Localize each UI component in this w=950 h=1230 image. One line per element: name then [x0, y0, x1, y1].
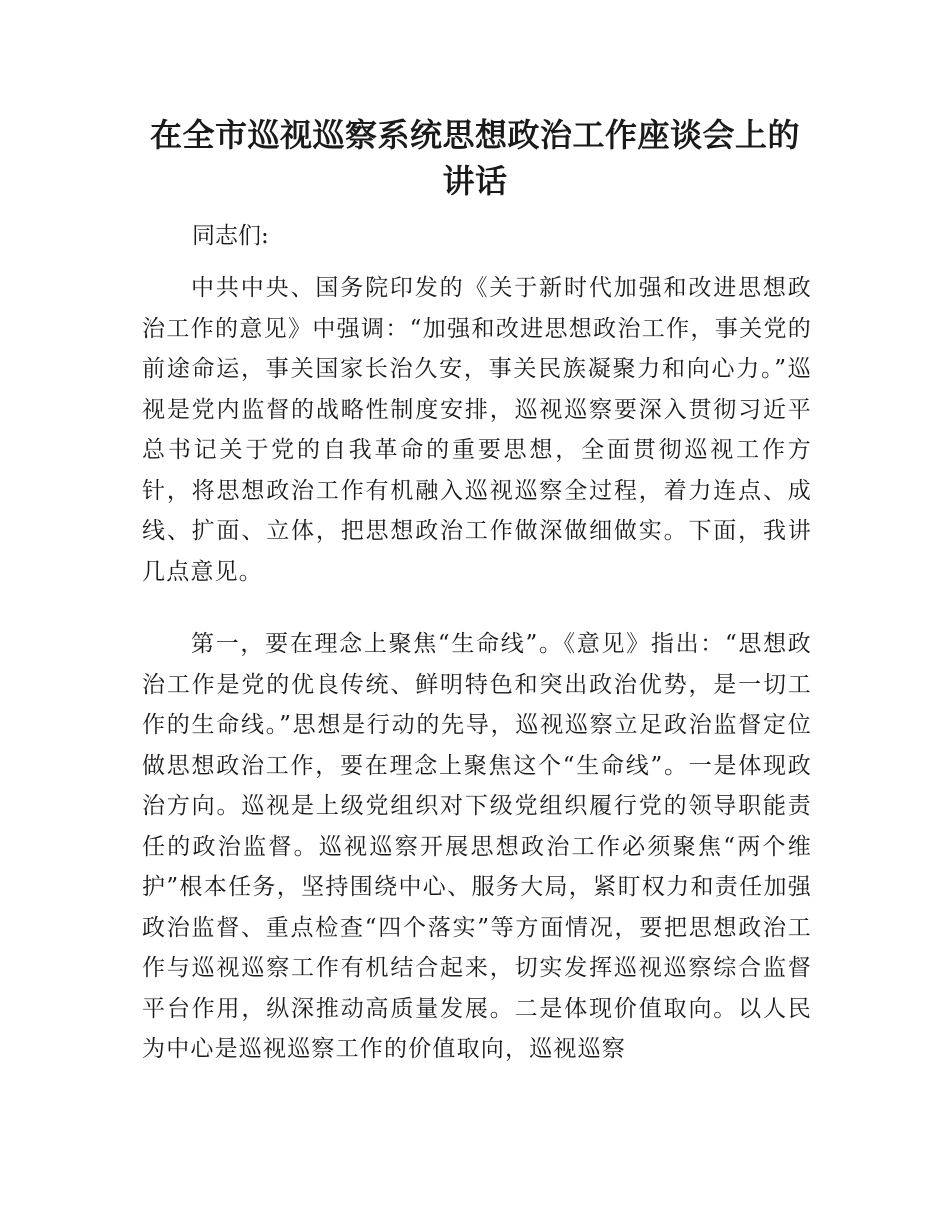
title-line-1: 在全市巡视巡察系统思想政治工作座谈会上的 [149, 116, 800, 154]
title-line-2: 讲话 [442, 162, 508, 200]
body-paragraph-2: 第一，要在理念上聚焦“生命线”。《意见》指出：“思想政治工作是党的优良传统、鲜明特色和突出政治优势，是一切工作的生命线。”思想是行动的先导，巡视巡察立足政治监督定位做思想政治工作，要在理念上聚焦这个“生命线”。一是体现政治方向。巡视是上级党组织对下级党组织履行党的领导职能责任的政治监督。巡视巡察开展思想政治工作必须聚焦“两个维护”根本任务，坚持围绕中心、服务大局，紧盯权力和责任加强政治监督、重点检查“四个落实”等方面情况，要把思想政治工作与巡视巡察工作有机结合起来，切实发挥巡视巡察综合监督平台作用，纵深推动高质量发展。二是体现价值取向。以人民为中心是巡视巡察工作的价值取向，巡视巡察 [142, 631, 812, 1062]
salutation: 同志们: [192, 223, 269, 249]
body-paragraph-1: 中共中央、国务院印发的《关于新时代加强和改进思想政治工作的意见》中强调：“加强和改进思想政治工作，事关党的前途命运，事关国家长治久安，事关民族凝聚力和向心力。”巡视是党内监督的战略性制度安排，巡视巡察要深入贯彻习近平总书记关于党的自我革命的重要思想，全面贯彻巡视工作方针，将思想政治工作有机融入巡视巡察全过程，着力连点、成线、扩面、立体，把思想政治工作做深做细做实。下面，我讲几点意见。 [142, 275, 812, 585]
document-title [140, 112, 810, 204]
